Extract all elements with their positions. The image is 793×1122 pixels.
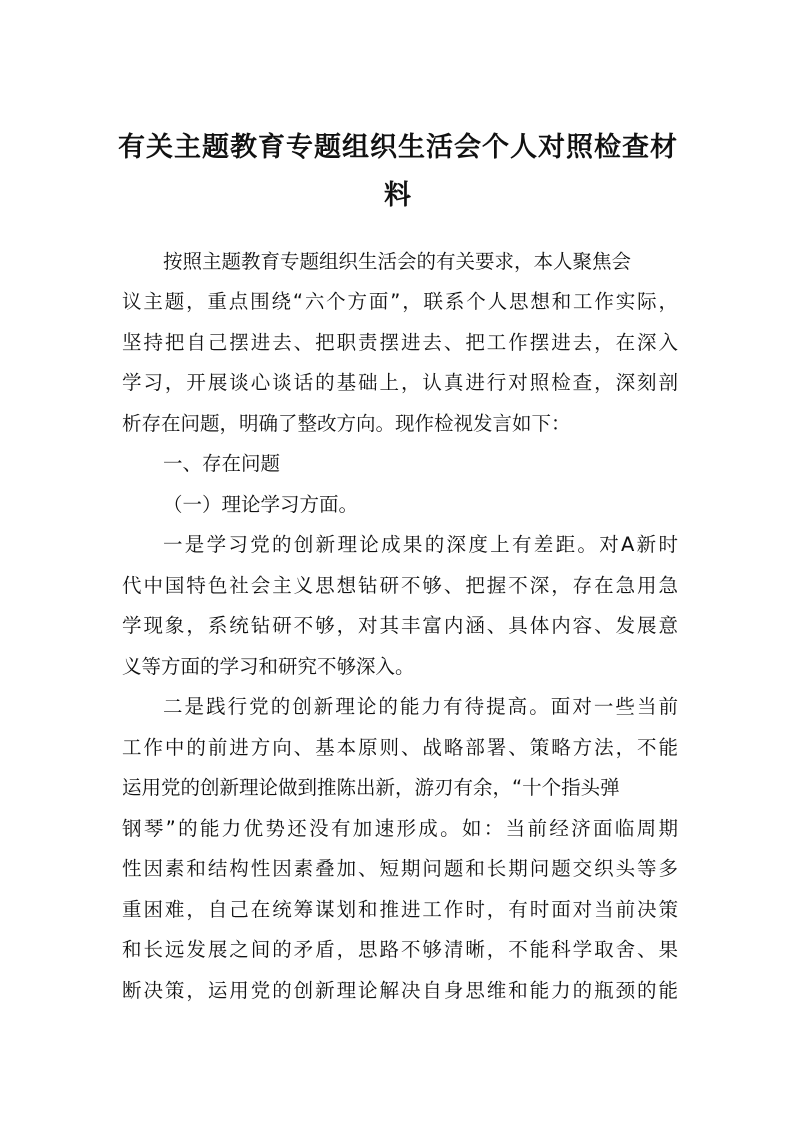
paragraph-line: 义等方面的学习和研究不够深入。 xyxy=(122,655,415,678)
paragraph-line: 二是践行党的创新理论的能力有待提高。面对一些当前 xyxy=(163,695,678,718)
paragraph-line: 和长远发展之间的矛盾，思路不够清晰，不能科学取舍、果 xyxy=(122,938,678,961)
section-heading: 一、存在问题 xyxy=(163,452,281,475)
paragraph-line: 运用党的创新理论做到推陈出新，游刃有余，“十个指头弹 xyxy=(122,776,620,799)
document-title: 有关主题教育专题组织生活会个人对照检查材料 xyxy=(118,132,678,211)
paragraph-line: 性因素和结构性因素叠加、短期问题和长期问题交织头等多 xyxy=(122,857,678,880)
subsection-heading: （一）理论学习方面。 xyxy=(163,493,359,516)
paragraph-line: 钢琴”的能力优势还没有加速形成。如：当前经济面临周期 xyxy=(122,817,678,840)
paragraph-line: 学现象，系统钻研不够，对其丰富内涵、具体内容、发展意 xyxy=(122,614,678,637)
paragraph-line: 代中国特色社会主义思想钻研不够、把握不深，存在急用急 xyxy=(122,574,678,597)
paragraph-line: 坚持把自己摆进去、把职责摆进去、把工作摆进去，在深入 xyxy=(122,331,678,354)
paragraph-line: 议主题，重点围绕“六个方面”，联系个人思想和工作实际， xyxy=(122,290,678,313)
paragraph-line: 一是学习党的创新理论成果的深度上有差距。对A新时 xyxy=(163,533,678,556)
paragraph-line: 析存在问题，明确了整改方向。现作检视发言如下： xyxy=(122,412,571,435)
paragraph-line: 重困难，自己在统筹谋划和推进工作时，有时面对当前决策 xyxy=(122,898,678,921)
paragraph-line: 断决策，运用党的创新理论解决自身思维和能力的瓶颈的能 xyxy=(122,979,678,1002)
paragraph-line: 学习，开展谈心谈话的基础上，认真进行对照检查，深刻剖 xyxy=(122,371,678,394)
paragraph-line: 工作中的前进方向、基本原则、战略部署、策略方法，不能 xyxy=(122,736,678,759)
paragraph-line: 按照主题教育专题组织生活会的有关要求，本人聚焦会 xyxy=(163,250,632,273)
